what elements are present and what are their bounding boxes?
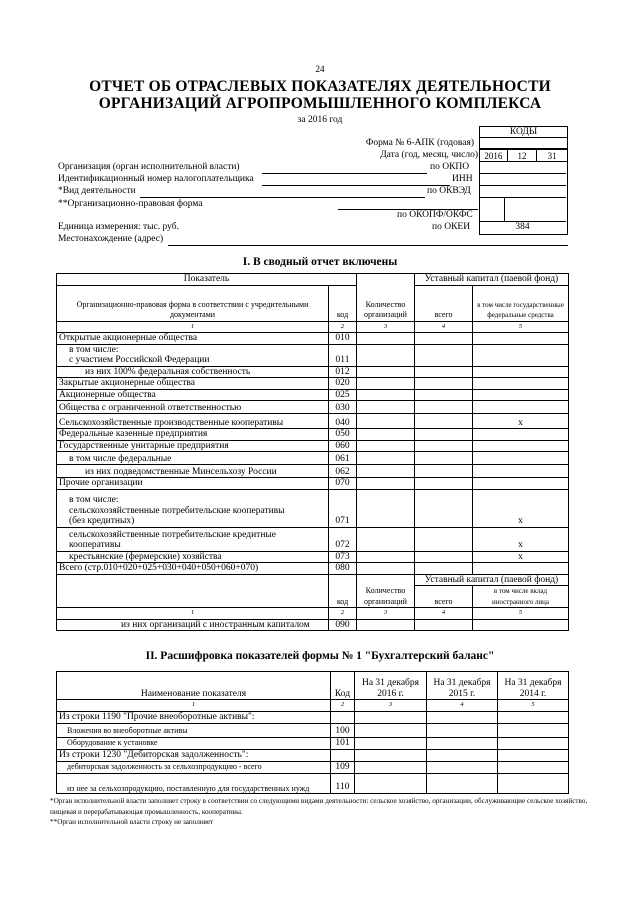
org-label: Организация (орган исполнительной власти) xyxy=(58,162,240,172)
col-kod: Код xyxy=(331,672,355,700)
col-capital-2: Уставный капитал (паевой фонд) xyxy=(415,574,569,586)
table-row: дебиторская задолженность за сельхозпродукцию - всего 109 xyxy=(57,761,569,773)
inn-code-label: ИНН xyxy=(452,174,473,184)
col-capital: Уставный капитал (паевой фонд) xyxy=(415,274,569,286)
table-row: Государственные унитарные предприятия 060 xyxy=(57,440,569,452)
codes-header: КОДЫ xyxy=(479,126,568,138)
table-row: Общества с ограниченной ответственностью 030 xyxy=(57,401,569,414)
table-row: Из строки 1230 "Дебиторская задолженность": xyxy=(57,749,569,761)
col-legal-form: Организационно-правовая форма в соответствии с учредительными документами xyxy=(57,285,329,321)
activity-field[interactable] xyxy=(140,197,425,198)
location-field[interactable] xyxy=(168,245,568,246)
location-label: Местонахождение (адрес) xyxy=(58,234,164,244)
table-row: в том числе: с участием Российской Федерации 011 xyxy=(57,344,569,366)
form-label: Форма № 6-АПК (годовая) xyxy=(365,138,474,148)
col-capital-federal: в том числе государственные федеральные средства xyxy=(473,285,569,321)
okved-label: по ОКВЭД xyxy=(427,186,471,196)
table-row: Закрытые акционерные общества 020 xyxy=(57,378,569,390)
table-row: из нее за сельхозпродукцию, поставленную для государственных нужд 110 xyxy=(57,773,569,793)
table-row: Из строки 1190 "Прочие внеоборотные активы": xyxy=(57,711,569,723)
date-year[interactable]: 2016 xyxy=(480,150,508,162)
okpo-label: по ОКПО xyxy=(430,162,470,172)
col-code-2: код xyxy=(329,574,357,608)
index-row-2: 1 2 3 4 5 xyxy=(57,608,569,620)
col-indicator: Показатель xyxy=(57,274,357,286)
activity-label: *Вид деятельности xyxy=(58,186,136,196)
index-row-s2: 1 2 3 4 5 xyxy=(57,700,569,712)
report-title-line2: ОРГАНИЗАЦИЙ АГРОПРОМЫШЛЕННОГО КОМПЛЕКСА xyxy=(98,95,542,112)
org-field[interactable] xyxy=(262,173,427,174)
date-day[interactable]: 31 xyxy=(537,150,568,162)
report-year: за 2016 год xyxy=(297,115,343,125)
inn-field[interactable] xyxy=(262,185,450,186)
table-row: из них 100% федеральная собственность 012 xyxy=(57,366,569,378)
footnote-1: *Орган исполнительной власти заполняет строку в соответствии со следующими видами деятельности: сельское хозяйство, организации, обслуживающие сельское хозяйство, пищевая и перерабатывающая промышленность, кооперативы. xyxy=(50,797,588,816)
col-capital-foreign: в том числе вклад иностранного лица xyxy=(473,586,569,608)
form-code-cell[interactable] xyxy=(479,137,568,149)
col-2014: На 31 декабря 2014 г. xyxy=(498,672,569,700)
col-2016: На 31 декабря 2016 г. xyxy=(355,672,427,700)
section2-heading: II. Расшифровка показателей формы № 1 "Бухгалтерский баланс" xyxy=(145,650,495,662)
table-row: в том числе: сельскохозяйственные потребительские кооперативы (без кредитных) 071 х xyxy=(57,489,569,527)
col-name: Наименование показателя xyxy=(57,672,331,700)
unit-label: Единица измерения: тыс. руб. xyxy=(58,222,179,232)
col-code: код xyxy=(329,285,357,321)
section1-table xyxy=(56,273,569,631)
table-row: из них подведомственные Минсельхозу России 062 xyxy=(57,465,569,478)
table-row: из них организаций с иностранным капиталом 090 xyxy=(57,619,569,631)
date-label: Дата (год, месяц, число) xyxy=(380,150,478,160)
page-number: 24 xyxy=(315,64,325,74)
section1-heading: I. В сводный отчет включены xyxy=(242,256,398,268)
okei-value: 384 xyxy=(515,222,530,232)
table-row: Оборудование к установке 101 xyxy=(57,737,569,749)
report-title-line1: ОТЧЕТ ОБ ОТРАСЛЕВЫХ ПОКАЗАТЕЛЯХ ДЕЯТЕЛЬНОСТИ xyxy=(89,78,551,95)
table-row: крестьянские (фермерские) хозяйства 073 х xyxy=(57,551,569,563)
footnote-2: **Орган исполнительной власти строку не заполняет xyxy=(50,818,214,826)
legal-form-label: **Организационно-правовая форма xyxy=(58,199,203,209)
table-row: сельскохозяйственные потребительские кредитные кооперативы 072 х xyxy=(57,527,569,551)
table-row: Акционерные общества 025 xyxy=(57,389,569,401)
okei-label: по ОКЕИ xyxy=(432,222,471,232)
table-row: Федеральные казенные предприятия 050 xyxy=(57,429,569,441)
col-capital-total-2: всего xyxy=(415,586,473,608)
table-row: Вложения во внеоборотные активы 100 xyxy=(57,723,569,737)
table-row: Прочие организации 070 xyxy=(57,478,569,490)
date-month[interactable]: 12 xyxy=(507,150,537,162)
inn-label: Идентификационный номер налогоплательщика xyxy=(58,174,254,184)
col-capital-total: всего xyxy=(415,285,473,321)
table-row: Всего (стр.010+020+025+030+040+050+060+070) 080 xyxy=(57,563,569,575)
table-row: в том числе федеральные 061 xyxy=(57,452,569,465)
section2-table xyxy=(56,671,569,794)
table-row: Сельскохозяйственные производственные кооперативы 040 х xyxy=(57,414,569,429)
index-row: 1 2 3 4 5 xyxy=(57,321,569,333)
date-code-cells xyxy=(479,149,568,162)
col-count: Количество организаций xyxy=(357,274,415,322)
col-count-2: Количество организаций xyxy=(357,574,415,608)
table-row: Открытые акционерные общества 010 xyxy=(57,333,569,345)
okopf-label: по ОКОПФ/ОКФС xyxy=(397,210,473,220)
col-2015: На 31 декабря 2015 г. xyxy=(427,672,498,700)
